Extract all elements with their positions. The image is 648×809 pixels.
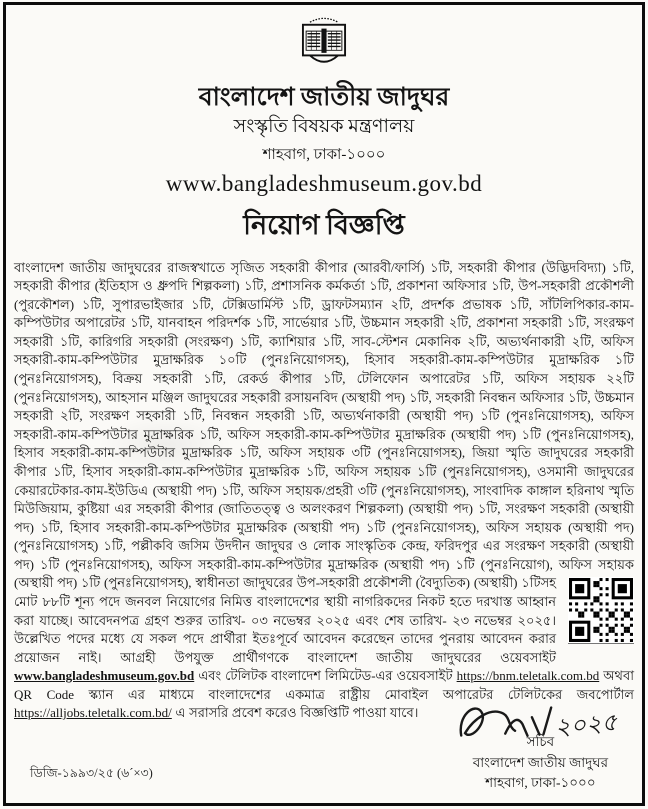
org-name: বাংলাদেশ জাতীয় জাদুঘর — [198, 84, 450, 111]
notice-title: নিয়োগ বিজ্ঞপ্তি — [243, 209, 405, 240]
signature-year-text: ২০২৫ — [553, 709, 619, 742]
signatory-address: শাহবাগ, ঢাকা-১০০০ — [485, 774, 596, 790]
header-address: শাহবাগ, ঢাকা-১০০০ — [262, 146, 386, 163]
qr-code-icon — [568, 577, 634, 644]
body-text-a: বাংলাদেশ জাতীয় জাদুঘরের রাজস্বখাতে সৃজিত সহকারী কীপার (আরবী/ফার্সি) ১টি, সহকারী কীপার (উদ্ভিদবিদ্যা) ১টি, সহকারী কীপার (ইতিহাস ও ধ্রুপদি শিল্পকলা) ১টি, প্রশাসনিক কর্মকর্তা ১টি, প্রকাশনা অফিসার ১টি, উপ-সহকারী প্রকৌশলী (পুরকৌশল) ১টি, সুপারভাইজার ১টি, টেক্সিডার্মিস্ট ১টি, ড্রাফটসম্যান ২টি, প্রদর্শক প্রভাষক ১টি, সাঁটলিপিকার-কাম-কম্পিউটার অপারেটর ১টি, যানবাহন পরিদর্শক ১টি, সার্ভেয়ার ১টি, উচ্চমান সহকারী ২টি, প্রকাশনা সহকারী ১টি, সংরক্ষণ সহকারী ১টি, কারিগরি সহকারী (সংরক্ষণ) ১টি, ক্যাশিয়ার ১টি, সাব-স্টেশন মেকানিক ২টি, অভ্যর্থনাকারী ২টি, অফিস সহকারী-কাম-কম্পিউটার মুদ্রাক্ষরিক ১০টি (পুনঃনিয়োগসহ), হিসাব সহকারী-কাম-কম্পিউটার মুদ্রাক্ষরিক ১টি (পুনঃনিয়োগসহ), বিক্রয় সহকারী ১টি, রেকর্ড কীপার ১টি, টেলিফোন অপারেটর ১টি, অফিস সহায়ক ২২টি (পুনঃনিয়োগসহ), আহসান মঞ্জিল জাদুঘরের সহকারী রসায়নবিদ (অস্থায়ী পদ) ১টি, সহকারী নিবন্ধন অফিসার ১টি, উচ্চমান সহকারী ২টি, সংরক্ষণ সহকারী ১টি, নিবন্ধন সহকারী ১টি, অভ্যর্থনাকারী (অস্থায়ী পদ) ১টি (পুনঃনিয়োগসহ), অফিস সহকারী-কাম-কম্পিউটার মুদ্রাক্ষরিক ১টি, অফিস সহকারী-কাম-কম্পিউটার মুদ্রাক্ষরিক (অস্থায়ী পদ) ১টি (পুনঃনিয়োগসহ), হিসাব সহকারী-কাম-কম্পিউটার মুদ্রাক্ষরিক ১টি, অফিস সহায়ক ৩টি (পুনঃনিয়োগসহ), জিয়া স্মৃতি জাদুঘরের সহকারী কীপার ১টি, হিসাব সহকারী-কাম-কম্পিউটার মুদ্রাক্ষরিক ১টি, অফিস সহায়ক ১টি (পুনঃনিয়োগসহ), ওসমানী জাদুঘরের কেয়ারটেকার-কাম-ইউডিএ (অস্থায়ী পদ) ১টি, অফিস সহায়ক/প্রহরী ৩টি (পুনঃনিয়োগসহ), সাংবাদিক কাঙ্গাল হরিনাথ স্মৃতি মিউজিয়াম, কুষ্টিয়া এর সহকারী কীপার (জাতিতত্ত্ব ও অলংকরণ শিল্পকলা) (অস্থায়ী পদ) ১টি, সংরক্ষণ সহকারী (অস্থায়ী পদ) ১টি, হিসাব সহকারী-কাম-কম্পিউটার মুদ্রাক্ষরিক (অস্থায়ী পদ) ১টি (পুনঃনিয়োগসহ), অফিস সহায়ক (অস্থায়ী পদ) (পুনঃনিয়োগসহ) ১টি, পল্লীকবি জসিম উদদীন জাদুঘর ও লোক সাংস্কৃতিক কেন্দ্র, ফরিদপুর এর সংরক্ষণ সহকারী (অস্থায়ী পদ) ১টি (পুনঃনিয়োগসহ), অফিস সহকারী-কাম-কম্পিউটার মুদ্রাক্ষরিক (অস্থায়ী পদ) ১টি (পুনঃনিয়োগ), অফিস সহায়ক (অস্থায়ী পদ) ১টি (পুনঃনিয়োগসহ), — [14, 259, 634, 591]
header-website: www.bangladeshmuseum.gov.bd — [165, 170, 483, 196]
alljobs-portal-link[interactable]: https://alljobs.teletalk.com.bd/ — [14, 705, 172, 721]
museum-website-link[interactable]: www.bangladeshmuseum.gov.bd — [14, 668, 195, 684]
body-text-b: স্বাধীনতা জাদুঘরের উপ-সহকারী প্রকৌশলী (বৈদ্যুতিক) (অস্থায়ী) ১টিসহ মোট ৮৮টি শূন্য পদে জনবল নিয়োগের নিমিত্ত বাংলাদেশের স্থায়ী নাগরিকদের নিকট হতে দরখাস্ত আহ্বান করা যাচ্ছে। আবেদনপত্র গ্রহণ শুরুর তারিখ- ০৩ নভেম্বর ২০২৫ এবং শেষ তারিখ- ২৩ নভেম্বর ২০২৫। উল্লেখিত পদের মধ্যে যে সকল পদে প্রার্থীরা ইতঃপূর্বে আবেদন করেছেন তাদের পুনরায় আবেদন করার প্রয়োজন নাই। আগ্রহী উপযুক্ত প্রার্থীগণকে বাংলাদেশ জাতীয় জাদুঘরের ওয়েবসাইট — [14, 575, 556, 665]
ministry-name: সংস্কৃতি বিষয়ক মন্ত্রণালয় — [233, 115, 415, 137]
teletalk-website-link[interactable]: https://bnm.teletalk.com.bd — [456, 668, 600, 684]
body-text-d: অথবা QR Code স্ক্যান এর মাধ্যমে বাংলাদেশের একমাত্র রাষ্ট্রীয় মোবাইল অপারেটর টেলিটকের জবপোর্টাল — [14, 668, 634, 702]
notice-header — [14, 12, 634, 250]
body-text-c: এবং টেলিটক বাংলাদেশ লিমিটেড-এর ওয়েবসাইট — [194, 668, 457, 684]
signatory-block — [473, 732, 608, 793]
signatory-org: বাংলাদেশ জাতীয় জাদুঘর — [472, 754, 608, 770]
notice-body — [14, 259, 634, 723]
museum-logo-icon — [292, 12, 356, 72]
footer-reference: ডিজি-১৯৯৩/২৫ (৬´×৩) — [30, 766, 153, 780]
signatory-designation: সচিব — [526, 734, 555, 750]
body-text-e: এ সরাসরি প্রবেশ করেও বিজ্ঞপ্তিটি পাওয়া যাবে। — [171, 705, 419, 721]
